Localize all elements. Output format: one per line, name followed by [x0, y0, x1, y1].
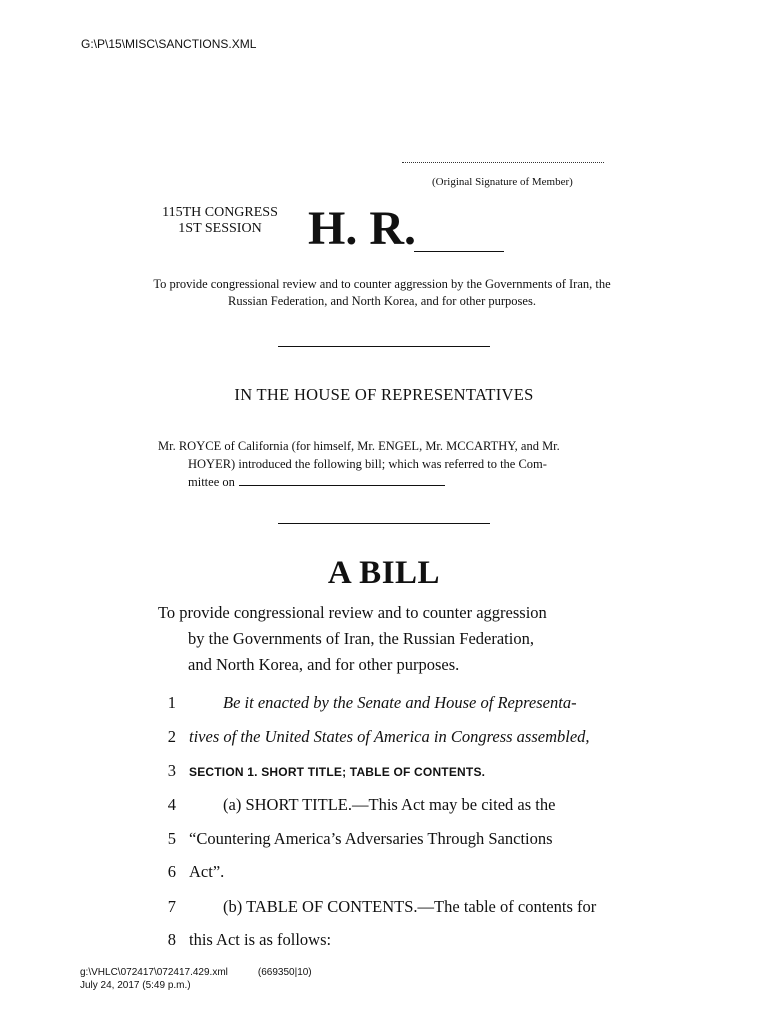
- bill-number: H. R.: [308, 202, 416, 255]
- committee-label: mittee on: [188, 475, 235, 489]
- session-label: 1ST SESSION: [178, 221, 262, 236]
- footer-date: July 24, 2017 (5:49 p.m.): [80, 980, 191, 991]
- chamber-heading: IN THE HOUSE OF REPRESENTATIVES: [234, 385, 534, 404]
- toc-text: (b) TABLE OF CONTENTS.—The table of contents for: [223, 897, 597, 916]
- line-number: 3: [167, 761, 176, 780]
- bill-title-line-2: by the Governments of Iran, the Russian Federation,: [188, 629, 534, 648]
- divider-rule: [278, 346, 490, 347]
- bill-summary: To provide congressional review and to counter aggression by the Governments of Iran, the Russian Federation, and North Korea, and for other purposes.: [153, 277, 611, 308]
- sponsors-line-1: Mr. ROYCE of California (for himself, Mr. ENGEL, Mr. MCCARTHY, and Mr.: [158, 439, 560, 453]
- enacting-clause-cont: tives of the United States of America in Congress assembled,: [189, 727, 590, 746]
- divider-rule: [278, 523, 490, 524]
- footer-file-line: [80, 966, 312, 979]
- bill-heading: A BILL: [327, 555, 441, 591]
- section-heading: SECTION 1. SHORT TITLE; TABLE OF CONTENTS.: [189, 765, 486, 779]
- footer-file: g:\VHLC\072417\072417.429.xml: [80, 967, 228, 978]
- sponsors-line-2: HOYER) introduced the following bill; which was referred to the Com-: [188, 457, 547, 471]
- toc-text: this Act is as follows:: [189, 930, 332, 949]
- enacting-clause: Be it enacted by the Senate and House of Representa-: [223, 693, 577, 712]
- committee-blank: [239, 474, 445, 486]
- short-title-text: (a) SHORT TITLE.—This Act may be cited as the: [223, 795, 556, 814]
- bill-title-line-3: and North Korea, and for other purposes.: [188, 655, 460, 674]
- bill-title-line-1: To provide congressional review and to counter aggression: [158, 603, 547, 622]
- sponsors-line-3: [158, 473, 610, 491]
- line-number: 4: [167, 795, 176, 814]
- footer: [80, 966, 312, 992]
- sponsors-paragraph: [158, 437, 610, 491]
- signature-line: [402, 162, 604, 163]
- line-number: 7: [167, 897, 176, 916]
- line-number: 1: [167, 693, 176, 712]
- footer-code: (669350|10): [257, 967, 312, 978]
- file-path: G:\P\15\MISC\SANCTIONS.XML: [81, 37, 257, 51]
- short-title-text: Act”.: [189, 862, 225, 881]
- line-number: 8: [167, 930, 176, 949]
- bill-title: [158, 600, 610, 678]
- signature-caption: (Original Signature of Member): [432, 176, 573, 188]
- bill-number-blank: [414, 251, 504, 252]
- congress-number: 115TH CONGRESS: [162, 205, 278, 220]
- congress-session: [150, 205, 290, 237]
- line-number: 5: [167, 829, 176, 848]
- line-number: 2: [167, 727, 176, 746]
- short-title-text: “Countering America’s Adversaries Through Sanctions: [189, 829, 553, 848]
- line-number: 6: [167, 862, 176, 881]
